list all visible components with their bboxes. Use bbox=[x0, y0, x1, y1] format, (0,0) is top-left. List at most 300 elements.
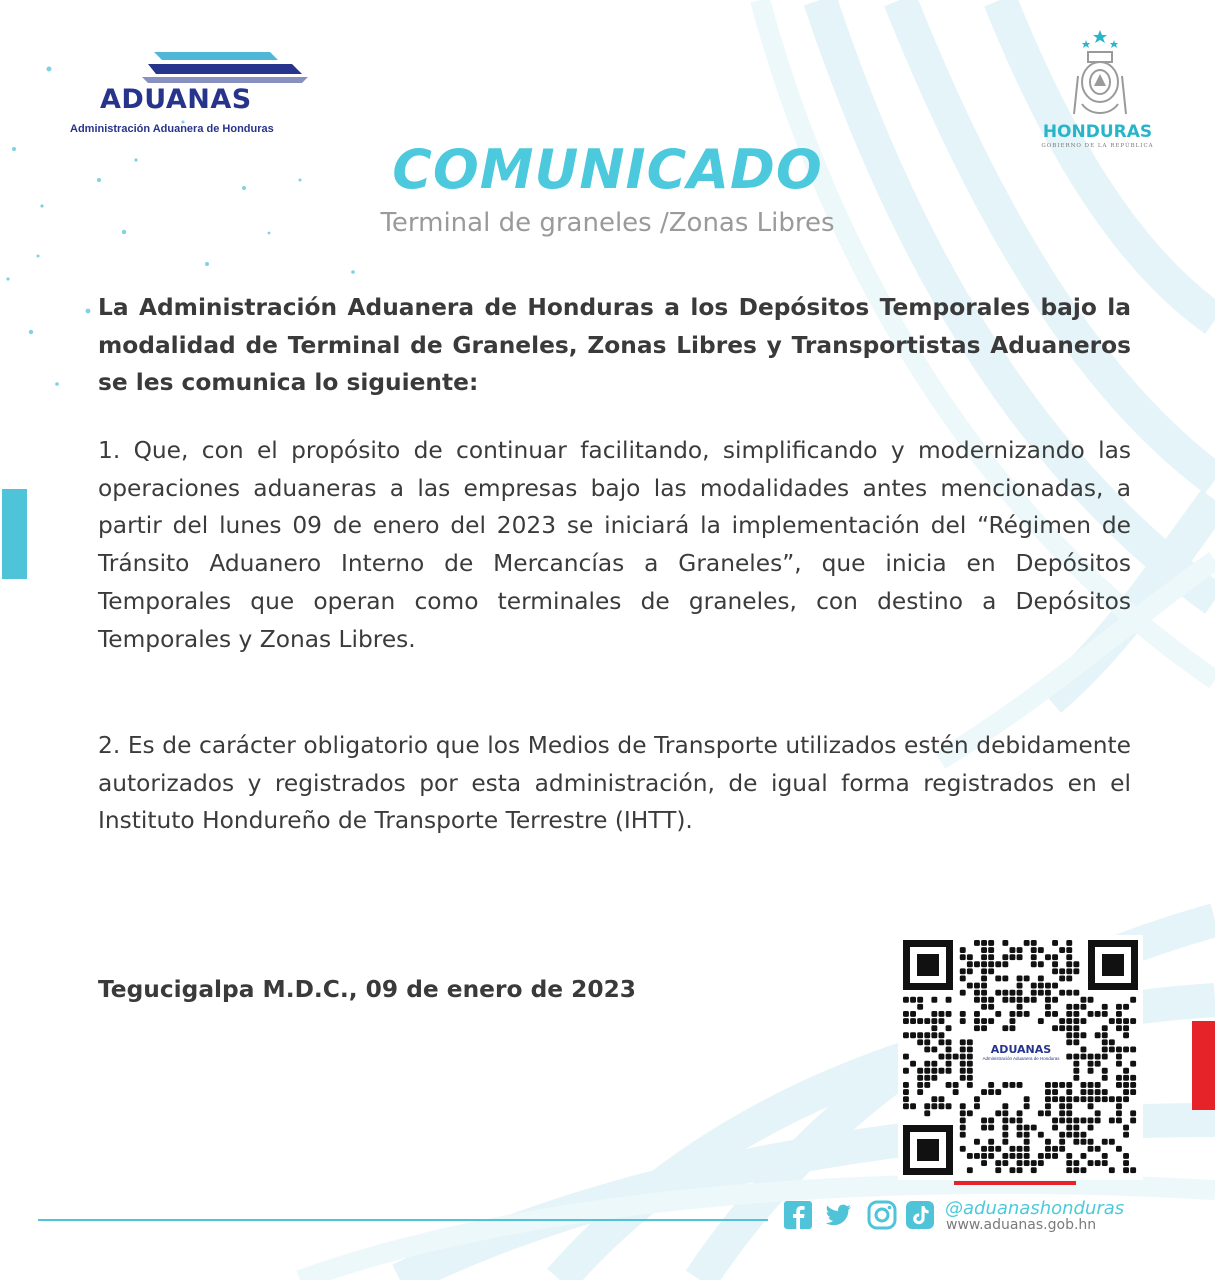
qr-module bbox=[931, 1103, 937, 1109]
qr-module bbox=[960, 1146, 966, 1152]
qr-module bbox=[988, 1018, 994, 1024]
qr-module bbox=[917, 1018, 923, 1024]
qr-module bbox=[1024, 1132, 1030, 1138]
qr-module bbox=[931, 1032, 937, 1038]
qr-module bbox=[974, 990, 980, 996]
qr-module bbox=[1116, 1096, 1122, 1102]
qr-module bbox=[988, 954, 994, 960]
qr-module bbox=[1038, 1110, 1044, 1116]
qr-module bbox=[1130, 1075, 1136, 1081]
qr-module bbox=[931, 1068, 937, 1074]
qr-module bbox=[981, 954, 987, 960]
qr-module bbox=[1116, 1054, 1122, 1060]
qr-module bbox=[1031, 983, 1037, 989]
qr-module bbox=[1081, 997, 1087, 1003]
qr-module bbox=[1052, 961, 1058, 967]
qr-module bbox=[1066, 1103, 1072, 1109]
qr-module bbox=[1116, 1004, 1122, 1010]
page-title: COMUNICADO bbox=[392, 138, 823, 201]
qr-module bbox=[1010, 1146, 1016, 1152]
qr-module bbox=[988, 1089, 994, 1095]
qr-module bbox=[1116, 1025, 1122, 1031]
qr-module bbox=[1081, 1082, 1087, 1088]
qr-module bbox=[988, 997, 994, 1003]
qr-module bbox=[1017, 1167, 1023, 1173]
qr-module bbox=[1017, 1011, 1023, 1017]
qr-module bbox=[981, 1025, 987, 1031]
qr-module bbox=[1130, 1089, 1136, 1095]
qr-module bbox=[960, 1068, 966, 1074]
qr-module bbox=[1052, 997, 1058, 1003]
qr-module bbox=[1031, 940, 1037, 946]
qr-module bbox=[1002, 997, 1008, 1003]
social-handle[interactable]: @aduanashonduras bbox=[945, 1198, 1125, 1219]
qr-module bbox=[988, 947, 994, 953]
qr-module bbox=[939, 1068, 945, 1074]
qr-module bbox=[1017, 1118, 1023, 1124]
qr-module bbox=[1066, 1110, 1072, 1116]
qr-module bbox=[1045, 983, 1051, 989]
qr-module bbox=[1010, 947, 1016, 953]
qr-module bbox=[974, 983, 980, 989]
qr-module bbox=[1031, 990, 1037, 996]
qr-module bbox=[924, 1047, 930, 1053]
qr-module bbox=[1059, 1146, 1065, 1152]
qr-module bbox=[1002, 1132, 1008, 1138]
qr-module bbox=[1002, 976, 1008, 982]
qr-module bbox=[988, 940, 994, 946]
qr-module bbox=[1010, 1011, 1016, 1017]
website-link[interactable]: www.aduanas.gob.hn bbox=[946, 1217, 1097, 1233]
qr-module bbox=[1002, 1125, 1008, 1131]
qr-module bbox=[981, 1118, 987, 1124]
qr-module bbox=[1066, 1025, 1072, 1031]
qr-module bbox=[960, 1103, 966, 1109]
qr-module bbox=[1010, 1167, 1016, 1173]
honduras-logo-subtitle: GOBIERNO DE LA REPÚBLICA bbox=[1041, 143, 1154, 149]
qr-module bbox=[1024, 1146, 1030, 1152]
qr-module bbox=[1088, 1089, 1094, 1095]
qr-module bbox=[1123, 1068, 1129, 1074]
qr-module bbox=[903, 997, 909, 1003]
qr-module bbox=[1081, 1139, 1087, 1145]
qr-module bbox=[1109, 1047, 1115, 1053]
qr-module bbox=[960, 1061, 966, 1067]
qr-module bbox=[1073, 1061, 1079, 1067]
qr-module bbox=[1052, 1118, 1058, 1124]
qr-module bbox=[931, 1096, 937, 1102]
qr-center-logo-text: ADUANAS bbox=[990, 1043, 1052, 1056]
qr-module bbox=[1088, 1103, 1094, 1109]
qr-module bbox=[1081, 1054, 1087, 1060]
qr-module bbox=[931, 1018, 937, 1024]
qr-module bbox=[1031, 961, 1037, 967]
qr-module bbox=[981, 1125, 987, 1131]
qr-module bbox=[1052, 1096, 1058, 1102]
qr-module bbox=[939, 1054, 945, 1060]
qr-module bbox=[1052, 1082, 1058, 1088]
qr-module bbox=[1073, 1075, 1079, 1081]
qr-module bbox=[1059, 1139, 1065, 1145]
qr-module bbox=[1130, 1061, 1136, 1067]
qr-module bbox=[960, 1018, 966, 1024]
qr-module bbox=[1066, 1118, 1072, 1124]
qr-module bbox=[988, 1146, 994, 1152]
qr-module bbox=[1017, 1110, 1023, 1116]
qr-module bbox=[960, 1047, 966, 1053]
qr-module bbox=[931, 1011, 937, 1017]
qr-module bbox=[917, 1075, 923, 1081]
left-accent-bar bbox=[2, 489, 27, 579]
qr-module bbox=[924, 1032, 930, 1038]
qr-module bbox=[1073, 1139, 1079, 1145]
qr-module bbox=[974, 1139, 980, 1145]
qr-module bbox=[1073, 1011, 1079, 1017]
qr-module bbox=[1045, 1096, 1051, 1102]
qr-module bbox=[1052, 1153, 1058, 1159]
qr-module bbox=[910, 1032, 916, 1038]
qr-module bbox=[1102, 1089, 1108, 1095]
qr-module bbox=[931, 1061, 937, 1067]
qr-module bbox=[1102, 1068, 1108, 1074]
qr-module bbox=[1010, 1018, 1016, 1024]
qr-finder-bottom-left bbox=[903, 1125, 953, 1175]
qr-module bbox=[910, 997, 916, 1003]
qr-module bbox=[1066, 1160, 1072, 1166]
qr-module bbox=[1116, 1075, 1122, 1081]
qr-module bbox=[1095, 1054, 1101, 1060]
tiktok-icon[interactable] bbox=[905, 1200, 935, 1230]
qr-module bbox=[1088, 1125, 1094, 1131]
qr-module bbox=[1002, 1118, 1008, 1124]
qr-module bbox=[924, 1082, 930, 1088]
qr-module bbox=[1102, 1160, 1108, 1166]
honduras-logo bbox=[1030, 30, 1165, 155]
qr-module bbox=[939, 1032, 945, 1038]
qr-module bbox=[1002, 1025, 1008, 1031]
qr-module bbox=[1123, 1167, 1129, 1173]
qr-module bbox=[981, 968, 987, 974]
qr-module bbox=[1059, 1025, 1065, 1031]
qr-module bbox=[1102, 1039, 1108, 1045]
qr-underline bbox=[954, 1181, 1076, 1185]
qr-module bbox=[967, 1167, 973, 1173]
qr-module bbox=[1059, 1082, 1065, 1088]
qr-module bbox=[1002, 940, 1008, 946]
qr-module bbox=[995, 976, 1001, 982]
page-subtitle: Terminal de graneles /Zonas Libres bbox=[380, 208, 835, 238]
qr-module bbox=[1073, 968, 1079, 974]
qr-module bbox=[1045, 954, 1051, 960]
qr-module bbox=[1045, 1004, 1051, 1010]
qr-module bbox=[1095, 1089, 1101, 1095]
qr-module bbox=[1038, 961, 1044, 967]
qr-module bbox=[1123, 1096, 1129, 1102]
qr-module bbox=[939, 1018, 945, 1024]
qr-module bbox=[967, 961, 973, 967]
qr-module bbox=[1002, 990, 1008, 996]
qr-module bbox=[1002, 1103, 1008, 1109]
qr-module bbox=[960, 990, 966, 996]
qr-module bbox=[1031, 947, 1037, 953]
qr-module bbox=[1102, 1047, 1108, 1053]
qr-module bbox=[981, 990, 987, 996]
point-2-paragraph: 2. Es de carácter obligatorio que los Medios de Transporte utilizados estén debidamente autorizados y registrados por esta administración, de igual forma registrados en el Instituto Hondureño de Transporte Terrestre (IHTT). bbox=[98, 732, 1131, 835]
qr-module bbox=[1102, 1139, 1108, 1145]
qr-module bbox=[924, 1039, 930, 1045]
qr-module bbox=[946, 997, 952, 1003]
qr-module bbox=[946, 1047, 952, 1053]
qr-module bbox=[967, 1047, 973, 1053]
qr-module bbox=[981, 976, 987, 982]
qr-module bbox=[960, 1125, 966, 1131]
instagram-icon[interactable] bbox=[867, 1200, 897, 1230]
qr-module bbox=[1095, 1160, 1101, 1166]
qr-module bbox=[1024, 1096, 1030, 1102]
qr-finder-top-left bbox=[903, 940, 953, 990]
qr-module bbox=[1102, 1096, 1108, 1102]
qr-module bbox=[1031, 1167, 1037, 1173]
qr-module bbox=[995, 1110, 1001, 1116]
qr-module bbox=[1010, 1118, 1016, 1124]
qr-module bbox=[1010, 1025, 1016, 1031]
qr-module bbox=[939, 1011, 945, 1017]
qr-module bbox=[924, 1068, 930, 1074]
qr-module bbox=[974, 1018, 980, 1024]
qr-module bbox=[1038, 976, 1044, 982]
qr-module bbox=[910, 1061, 916, 1067]
qr-module bbox=[1116, 1018, 1122, 1024]
qr-module bbox=[967, 1039, 973, 1045]
qr-module bbox=[1066, 968, 1072, 974]
qr-module bbox=[1059, 968, 1065, 974]
qr-module bbox=[903, 1089, 909, 1095]
place-and-date: Tegucigalpa M.D.C., 09 de enero de 2023 bbox=[98, 976, 637, 1003]
qr-module bbox=[974, 1096, 980, 1102]
qr-module bbox=[1081, 1018, 1087, 1024]
qr-module bbox=[1081, 1096, 1087, 1102]
qr-module bbox=[917, 1004, 923, 1010]
aduanas-logo-subtitle: Administración Aduanera de Honduras bbox=[70, 123, 274, 135]
qr-module bbox=[1059, 976, 1065, 982]
qr-module bbox=[1066, 1125, 1072, 1131]
qr-module bbox=[988, 1082, 994, 1088]
coat-of-arms-icon bbox=[1070, 30, 1130, 120]
twitter-icon[interactable] bbox=[823, 1200, 853, 1230]
qr-module bbox=[1073, 1125, 1079, 1131]
qr-module bbox=[1123, 1047, 1129, 1053]
qr-module bbox=[1081, 1153, 1087, 1159]
qr-module bbox=[967, 1153, 973, 1159]
qr-module bbox=[1002, 954, 1008, 960]
qr-module bbox=[946, 1025, 952, 1031]
qr-module bbox=[939, 1096, 945, 1102]
qr-module bbox=[1088, 997, 1094, 1003]
qr-module bbox=[1024, 1103, 1030, 1109]
qr-module bbox=[1017, 1153, 1023, 1159]
qr-module bbox=[967, 983, 973, 989]
qr-module bbox=[981, 1153, 987, 1159]
qr-code[interactable] bbox=[898, 935, 1143, 1180]
qr-module bbox=[1017, 1004, 1023, 1010]
point-1-paragraph: 1. Que, con el propósito de continuar facilitando, simplificando y modernizando las operaciones aduaneras a las empresas bajo las modalidades antes mencionadas, a partir del lunes 09 de enero del 2023 se iniciará la implementación del “Régimen de Tránsito Aduanero Interno de Mercancías a Graneles”, que inicia en Depósitos Temporales que operan como terminales de graneles, con destino a Depósitos Temporales y Zonas Libres. bbox=[98, 437, 1131, 653]
qr-module bbox=[946, 1039, 952, 1045]
qr-module bbox=[1073, 1004, 1079, 1010]
qr-module bbox=[1066, 1132, 1072, 1138]
qr-module bbox=[1109, 1118, 1115, 1124]
qr-module bbox=[917, 1068, 923, 1074]
qr-module bbox=[1066, 1004, 1072, 1010]
qr-module bbox=[1123, 1089, 1129, 1095]
qr-module bbox=[1116, 1082, 1122, 1088]
qr-module bbox=[953, 1089, 959, 1095]
qr-module bbox=[1095, 1110, 1101, 1116]
qr-module bbox=[1116, 1110, 1122, 1116]
honduras-logo-text: HONDURAS bbox=[1042, 122, 1153, 142]
qr-module bbox=[1038, 947, 1044, 953]
qr-module bbox=[1095, 1118, 1101, 1124]
qr-module bbox=[1031, 1160, 1037, 1166]
qr-module bbox=[1017, 997, 1023, 1003]
qr-module bbox=[903, 1032, 909, 1038]
qr-module bbox=[1024, 1125, 1030, 1131]
qr-module bbox=[1130, 997, 1136, 1003]
qr-module bbox=[946, 1061, 952, 1067]
qr-module bbox=[1038, 1160, 1044, 1166]
qr-module bbox=[1066, 947, 1072, 953]
qr-module bbox=[1059, 990, 1065, 996]
qr-module bbox=[1088, 1096, 1094, 1102]
intro-paragraph: La Administración Aduanera de Honduras a los Depósitos Temporales bajo la modalidad de Terminal de Graneles, Zonas Libres y Transportistas Aduaneros se les comunica lo siguiente: bbox=[98, 294, 1131, 397]
ship-icon bbox=[142, 50, 312, 84]
qr-module bbox=[1045, 1146, 1051, 1152]
qr-module bbox=[1088, 1061, 1094, 1067]
qr-module bbox=[1010, 990, 1016, 996]
qr-module bbox=[1109, 1139, 1115, 1145]
qr-module bbox=[953, 1082, 959, 1088]
qr-module bbox=[910, 1011, 916, 1017]
aduanas-logo-text: ADUANAS bbox=[100, 84, 252, 115]
qr-module bbox=[1010, 954, 1016, 960]
qr-module bbox=[1066, 961, 1072, 967]
qr-module bbox=[1088, 1118, 1094, 1124]
qr-module bbox=[1081, 1089, 1087, 1095]
qr-module bbox=[1017, 990, 1023, 996]
qr-module bbox=[924, 1018, 930, 1024]
qr-module bbox=[1066, 976, 1072, 982]
qr-module bbox=[1073, 990, 1079, 996]
qr-module bbox=[1116, 1103, 1122, 1109]
facebook-icon[interactable] bbox=[783, 1200, 813, 1230]
qr-module bbox=[1088, 1011, 1094, 1017]
qr-module bbox=[1109, 1096, 1115, 1102]
qr-module bbox=[974, 1153, 980, 1159]
qr-module bbox=[1031, 997, 1037, 1003]
qr-module bbox=[1002, 1160, 1008, 1166]
qr-module bbox=[1123, 1018, 1129, 1024]
qr-module bbox=[1045, 1110, 1051, 1116]
qr-module bbox=[1081, 1132, 1087, 1138]
qr-module bbox=[967, 1068, 973, 1074]
qr-module bbox=[1066, 1011, 1072, 1017]
qr-module bbox=[924, 1075, 930, 1081]
qr-module bbox=[1010, 997, 1016, 1003]
qr-module bbox=[981, 997, 987, 1003]
qr-module bbox=[1073, 1032, 1079, 1038]
qr-module bbox=[1123, 1004, 1129, 1010]
qr-module bbox=[974, 1011, 980, 1017]
qr-module bbox=[960, 947, 966, 953]
qr-module bbox=[1002, 1139, 1008, 1145]
qr-module bbox=[1130, 1047, 1136, 1053]
qr-module bbox=[946, 1068, 952, 1074]
qr-module bbox=[1073, 1132, 1079, 1138]
qr-module bbox=[1073, 1039, 1079, 1045]
qr-module bbox=[1066, 1167, 1072, 1173]
qr-module bbox=[917, 1039, 923, 1045]
qr-module bbox=[967, 1054, 973, 1060]
qr-center-logo bbox=[978, 1035, 1064, 1075]
qr-module bbox=[1095, 1061, 1101, 1067]
qr-module bbox=[1073, 1167, 1079, 1173]
qr-module bbox=[1045, 1153, 1051, 1159]
qr-module bbox=[967, 954, 973, 960]
qr-module bbox=[1073, 1054, 1079, 1060]
qr-module bbox=[1002, 1082, 1008, 1088]
qr-module bbox=[1102, 1075, 1108, 1081]
qr-module bbox=[995, 1089, 1001, 1095]
qr-module bbox=[903, 1096, 909, 1102]
qr-module bbox=[1017, 947, 1023, 953]
qr-module bbox=[917, 1032, 923, 1038]
qr-module bbox=[1088, 1160, 1094, 1166]
qr-module bbox=[974, 961, 980, 967]
qr-module bbox=[924, 1061, 930, 1067]
qr-module bbox=[1123, 1132, 1129, 1138]
qr-module bbox=[946, 1011, 952, 1017]
qr-module bbox=[981, 1018, 987, 1024]
qr-module bbox=[1024, 940, 1030, 946]
qr-module bbox=[1052, 1125, 1058, 1131]
qr-module bbox=[1066, 1054, 1072, 1060]
qr-module bbox=[981, 1146, 987, 1152]
qr-module bbox=[1102, 1011, 1108, 1017]
qr-finder-top-right bbox=[1088, 940, 1138, 990]
qr-module bbox=[974, 997, 980, 1003]
qr-module bbox=[910, 1103, 916, 1109]
qr-module bbox=[967, 1061, 973, 1067]
qr-module bbox=[988, 1139, 994, 1145]
qr-module bbox=[917, 997, 923, 1003]
qr-module bbox=[981, 947, 987, 953]
qr-module bbox=[1002, 1110, 1008, 1116]
qr-module bbox=[1123, 1075, 1129, 1081]
qr-module bbox=[967, 1082, 973, 1088]
qr-module bbox=[903, 1054, 909, 1060]
qr-module bbox=[988, 961, 994, 967]
qr-module bbox=[974, 1025, 980, 1031]
qr-module bbox=[1073, 1018, 1079, 1024]
qr-module bbox=[1017, 1160, 1023, 1166]
qr-module bbox=[995, 961, 1001, 967]
qr-module bbox=[1066, 1032, 1072, 1038]
qr-module bbox=[974, 1103, 980, 1109]
qr-module bbox=[981, 961, 987, 967]
qr-module bbox=[981, 1089, 987, 1095]
qr-module bbox=[1045, 1082, 1051, 1088]
qr-module bbox=[1052, 968, 1058, 974]
qr-module bbox=[1073, 961, 1079, 967]
